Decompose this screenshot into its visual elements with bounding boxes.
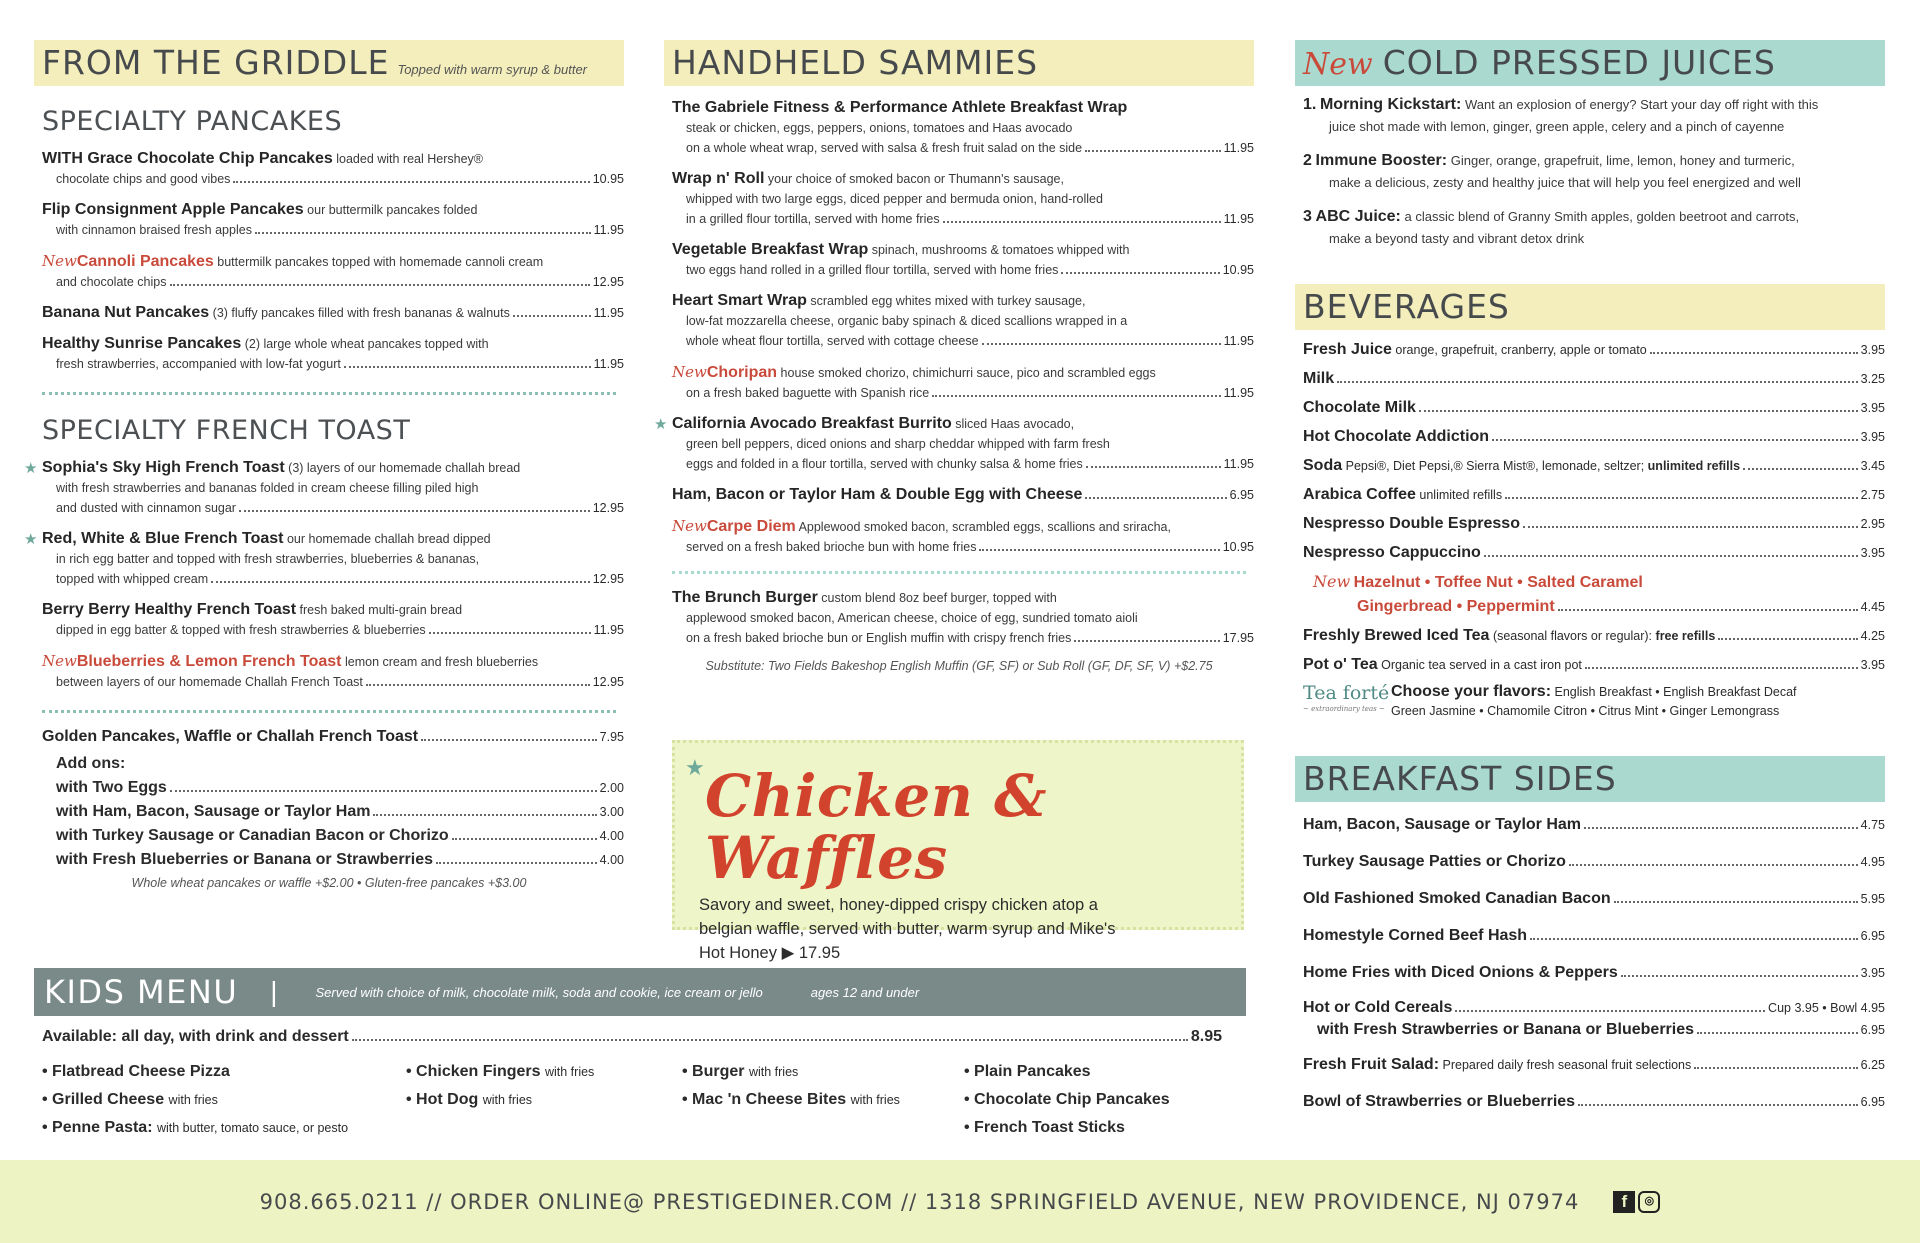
item-name: Old Fashioned Smoked Canadian Bacon bbox=[1303, 890, 1611, 907]
kids-availability bbox=[42, 1028, 1222, 1046]
kids-header bbox=[34, 968, 1246, 1016]
facebook-icon[interactable]: f bbox=[1613, 1191, 1635, 1213]
item-desc: your choice of smoked bacon or Thumann's sausage, bbox=[767, 172, 1064, 186]
item-desc: our buttermilk pancakes folded bbox=[307, 203, 478, 217]
item-name: Ham, Bacon, Sausage or Taylor Ham bbox=[1303, 816, 1582, 833]
french-toast-heading: SPECIALTY FRENCH TOAST bbox=[42, 415, 411, 446]
item-desc: fresh baked multi-grain bread bbox=[299, 603, 463, 617]
menu-item bbox=[24, 529, 624, 589]
item-name: Carpe Diem bbox=[706, 518, 796, 535]
menu-item bbox=[654, 414, 1254, 474]
item-price: 11.95 bbox=[1223, 212, 1254, 226]
item-price: 3.95 bbox=[1860, 343, 1885, 357]
addon-item bbox=[56, 776, 624, 800]
side-item bbox=[1303, 1089, 1885, 1115]
item-desc: on a fresh baked baguette with Spanish rice bbox=[686, 386, 930, 400]
kids-item bbox=[406, 1086, 594, 1114]
menu-item bbox=[42, 149, 624, 189]
griddle-header bbox=[34, 40, 624, 86]
item-desc: loaded with real Hershey® bbox=[336, 152, 484, 166]
menu-item bbox=[24, 458, 624, 518]
juice-number: 1. bbox=[1303, 96, 1317, 113]
item-price: 4.75 bbox=[1860, 818, 1885, 832]
beverage-item bbox=[1303, 338, 1885, 362]
item-name: Arabica Coffee bbox=[1303, 486, 1416, 503]
item-desc: dipped in egg batter & topped with fresh strawberries & blueberries bbox=[56, 623, 426, 637]
juice-desc: make a beyond tasty and vibrant detox drink bbox=[1329, 231, 1585, 246]
item-desc: with cinnamon braised fresh apples bbox=[56, 223, 252, 237]
item-desc: whipped with two large eggs, diced pepper and bermuda onion, hand-rolled bbox=[686, 192, 1103, 206]
sides-header bbox=[1295, 756, 1885, 802]
item-name: Turkey Sausage Patties or Chorizo bbox=[1303, 853, 1566, 870]
flavor-line: Hazelnut • Toffee Nut • Salted Caramel bbox=[1353, 574, 1643, 591]
item-price: 10.95 bbox=[1222, 263, 1254, 277]
juices-header bbox=[1295, 40, 1885, 86]
kids-list bbox=[406, 1058, 594, 1114]
footer bbox=[0, 1160, 1920, 1243]
item-name: • Chocolate Chip Pancakes bbox=[964, 1091, 1170, 1108]
tea-logo-text: Tea forté bbox=[1303, 682, 1390, 704]
item-desc: green bell peppers, diced onions and sharp cheddar whipped with farm fresh bbox=[686, 437, 1110, 451]
new-badge: New bbox=[672, 363, 707, 381]
item-price: 4.95 bbox=[1860, 855, 1885, 869]
item-price: 11.95 bbox=[1223, 141, 1254, 155]
item-price: 10.95 bbox=[592, 172, 624, 186]
kids-item bbox=[682, 1086, 900, 1114]
addons-label: Add ons: bbox=[56, 755, 126, 772]
item-price: 17.95 bbox=[1222, 631, 1254, 645]
item-desc: on a whole wheat wrap, served with salsa & fresh fruit salad on the side bbox=[686, 141, 1083, 155]
menu-item bbox=[672, 362, 1254, 403]
item-desc: chocolate chips and good vibes bbox=[56, 172, 231, 186]
kids-item bbox=[42, 1058, 348, 1086]
juice-desc: a classic blend of Granny Smith apples, golden beetroot and carrots, bbox=[1404, 209, 1800, 224]
item-price: 12.95 bbox=[592, 572, 624, 586]
addon-price: 2.00 bbox=[599, 781, 624, 795]
menu-item bbox=[672, 485, 1254, 505]
addon-name: with Two Eggs bbox=[56, 779, 167, 796]
item-name: Hot Chocolate Addiction bbox=[1303, 428, 1490, 445]
star-icon: ★ bbox=[685, 755, 705, 780]
beverages-title: BEVERAGES bbox=[1303, 287, 1510, 326]
item-desc: English Breakfast • English Breakfast Decaf bbox=[1554, 685, 1797, 699]
sides-title: BREAKFAST SIDES bbox=[1303, 759, 1617, 798]
chicken-waffles-title: Chicken & Waffles bbox=[705, 762, 1047, 892]
kids-price: 8.95 bbox=[1190, 1028, 1222, 1045]
flavor-line: Gingerbread • Peppermint bbox=[1357, 598, 1555, 615]
golden-item bbox=[42, 727, 624, 747]
menu-item bbox=[672, 291, 1254, 351]
item-price: 2.95 bbox=[1860, 517, 1885, 531]
juice-item bbox=[1303, 150, 1885, 194]
beverage-item bbox=[1303, 512, 1885, 536]
item-desc: with fries bbox=[544, 1065, 595, 1079]
griddle-footnote: Whole wheat pancakes or waffle +$2.00 • Gluten-free pancakes +$3.00 bbox=[131, 876, 527, 890]
item-name: • Hot Dog bbox=[406, 1091, 479, 1108]
juice-desc: Ginger, orange, grapefruit, lime, lemon, honey and turmeric, bbox=[1450, 153, 1795, 168]
tea-flavors bbox=[1303, 682, 1885, 721]
item-name: Banana Nut Pancakes bbox=[42, 304, 210, 321]
kids-age: ages 12 and under bbox=[810, 984, 920, 1000]
addon-price: 4.00 bbox=[599, 829, 624, 843]
item-price: 3.95 bbox=[1860, 658, 1885, 672]
item-price: 11.95 bbox=[1223, 457, 1254, 471]
chicken-waffles-price: ▶ 17.95 bbox=[781, 944, 841, 962]
item-name: • French Toast Sticks bbox=[964, 1119, 1125, 1136]
section-divider bbox=[42, 710, 616, 713]
item-name: Heart Smart Wrap bbox=[672, 292, 807, 309]
right-column bbox=[1295, 40, 1885, 1126]
item-name: Soda bbox=[1303, 457, 1343, 474]
beverage-item bbox=[1303, 396, 1885, 420]
item-desc: steak or chicken, eggs, peppers, onions, tomatoes and Haas avocado bbox=[686, 121, 1073, 135]
flavor-options bbox=[1313, 570, 1885, 595]
sammies-section bbox=[654, 40, 1254, 673]
item-desc: scrambled egg whites mixed with turkey sausage, bbox=[810, 294, 1086, 308]
juice-desc: make a delicious, zesty and healthy juice that will help you feel energized and well bbox=[1329, 175, 1801, 190]
beverage-item bbox=[1303, 653, 1885, 677]
item-price: 3.95 bbox=[1860, 546, 1885, 560]
item-name: Berry Berry Healthy French Toast bbox=[42, 601, 297, 618]
item-desc: with fries bbox=[748, 1065, 799, 1079]
item-name: Sophia's Sky High French Toast bbox=[42, 459, 285, 476]
chicken-waffles-desc bbox=[699, 893, 1139, 965]
item-price: 12.95 bbox=[592, 501, 624, 515]
item-name: Nespresso Double Espresso bbox=[1303, 515, 1520, 532]
menu-item bbox=[42, 334, 624, 374]
item-desc: whole wheat flour tortilla, served with cottage cheese bbox=[686, 334, 979, 348]
addon-price: 4.00 bbox=[599, 853, 624, 867]
juice-name: Morning Kickstart: bbox=[1319, 96, 1462, 113]
juice-desc: juice shot made with lemon, ginger, green apple, celery and a pinch of cayenne bbox=[1329, 119, 1785, 134]
item-price: 6.95 bbox=[1860, 929, 1885, 943]
item-price: 2.75 bbox=[1860, 488, 1885, 502]
addon-name: with Ham, Bacon, Sausage or Taylor Ham bbox=[56, 803, 371, 820]
item-name: Pot o' Tea bbox=[1303, 656, 1378, 673]
juice-desc: Want an explosion of energy? Start your day off right with this bbox=[1464, 97, 1819, 112]
footer-contact[interactable]: 908.665.0211 // ORDER ONLINE@ PRESTIGEDINER.COM // 1318 SPRINGFIELD AVENUE, NEW PROVIDENCE, NJ 07974 bbox=[259, 1189, 1580, 1214]
substitute-note: Substitute: Two Fields Bakeshop English Muffin (GF, SF) or Sub Roll (GF, DF, SF, V) +$2.75 bbox=[705, 659, 1213, 673]
item-name: Choose your flavors: bbox=[1391, 683, 1552, 700]
item-price: 3.95 bbox=[1860, 430, 1885, 444]
item-desc: in a grilled flour tortilla, served with home fries bbox=[686, 212, 940, 226]
item-desc: buttermilk pancakes topped with homemade cannoli cream bbox=[217, 255, 544, 269]
item-name: WITH Grace Chocolate Chip Pancakes bbox=[42, 150, 333, 167]
item-desc: unlimited refills bbox=[1419, 488, 1503, 502]
new-badge: New bbox=[1303, 47, 1373, 82]
griddle-title: FROM THE GRIDDLE bbox=[42, 43, 390, 82]
menu-item bbox=[42, 303, 624, 323]
new-badge: New bbox=[672, 517, 707, 535]
item-name: Red, White & Blue French Toast bbox=[42, 530, 284, 547]
item-desc: with fries bbox=[168, 1093, 218, 1107]
item-desc: in rich egg batter and topped with fresh strawberries, blueberries & bananas, bbox=[56, 552, 480, 566]
item-price: 3.95 bbox=[1860, 401, 1885, 415]
juice-name: Immune Booster: bbox=[1315, 152, 1448, 169]
addon-item bbox=[56, 848, 624, 872]
item-name: The Gabriele Fitness & Performance Athlete Breakfast Wrap bbox=[672, 99, 1128, 116]
beverage-item bbox=[1303, 425, 1885, 449]
item-price: 3.95 bbox=[1860, 966, 1885, 980]
item-name: • Mac 'n Cheese Bites bbox=[682, 1091, 847, 1108]
item-desc: Pepsi®, Diet Pepsi,® Sierra Mist®, lemonade, seltzer; bbox=[1345, 459, 1645, 473]
item-price: 12.95 bbox=[592, 275, 624, 289]
item-name: Nespresso Cappuccino bbox=[1303, 544, 1481, 561]
kids-list bbox=[964, 1058, 1170, 1142]
flavor-options bbox=[1357, 595, 1885, 619]
kids-title: KIDS MENU bbox=[44, 973, 239, 1011]
beverages-header bbox=[1295, 284, 1885, 330]
kids-item bbox=[42, 1114, 348, 1142]
item-price: 6.25 bbox=[1860, 1058, 1885, 1072]
item-price: 11.95 bbox=[593, 223, 624, 237]
item-price: Cup 3.95 • Bowl 4.95 bbox=[1768, 1001, 1885, 1015]
item-desc: Prepared daily fresh seasonal fruit selections bbox=[1442, 1058, 1692, 1072]
item-desc: with fries bbox=[850, 1093, 900, 1107]
chicken-waffles-text: Savory and sweet, honey-dipped crispy chicken atop a belgian waffle, served with butter, warm syrup and Mike's Hot Honey bbox=[699, 896, 1116, 962]
item-desc: Green Jasmine • Chamomile Citron • Citrus Mint • Ginger Lemongrass bbox=[1391, 704, 1780, 718]
item-desc: on a fresh baked brioche bun or English muffin with crispy french fries bbox=[686, 631, 1072, 645]
item-name: • Flatbread Cheese Pizza bbox=[42, 1063, 230, 1080]
griddle-note: Topped with warm syrup & butter bbox=[397, 62, 588, 77]
addon-price: 3.00 bbox=[599, 805, 624, 819]
side-item bbox=[1303, 1052, 1885, 1078]
juice-name: ABC Juice: bbox=[1315, 208, 1401, 225]
item-desc: with fries bbox=[482, 1093, 533, 1107]
star-icon: ★ bbox=[654, 416, 668, 433]
item-price: 7.95 bbox=[599, 730, 624, 744]
kids-item bbox=[682, 1058, 900, 1086]
star-icon: ★ bbox=[24, 460, 38, 477]
item-name: • Burger bbox=[682, 1063, 745, 1080]
kids-list bbox=[42, 1058, 348, 1142]
item-price: 5.95 bbox=[1860, 892, 1885, 906]
item-desc: (2) large whole wheat pancakes topped with bbox=[244, 337, 489, 351]
beverage-item bbox=[1303, 541, 1885, 565]
social-icons bbox=[1613, 1191, 1660, 1213]
sammies-title: HANDHELD SAMMIES bbox=[672, 43, 1039, 82]
juice-item bbox=[1303, 94, 1885, 138]
addon-name: with Turkey Sausage or Canadian Bacon or Chorizo bbox=[56, 827, 449, 844]
item-price: 3.45 bbox=[1860, 459, 1885, 473]
item-price: 4.25 bbox=[1860, 629, 1885, 643]
chicken-waffles-box bbox=[672, 740, 1244, 962]
item-name: with Fresh Strawberries or Banana or Blueberries bbox=[1317, 1021, 1695, 1038]
kids-item bbox=[42, 1086, 348, 1114]
item-desc: fresh strawberries, accompanied with low-fat yogurt bbox=[56, 357, 341, 371]
new-badge: New bbox=[1313, 572, 1351, 591]
addon-item bbox=[56, 824, 624, 848]
tea-logo-sub: ~ extraordinary teas ~ bbox=[1303, 705, 1385, 713]
item-desc: custom blend 8oz beef burger, topped with bbox=[821, 591, 1057, 605]
star-icon: ★ bbox=[24, 531, 38, 548]
beverage-item bbox=[1303, 483, 1885, 507]
section-divider bbox=[672, 571, 1246, 574]
item-desc: (3) layers of our homemade challah bread bbox=[288, 461, 521, 475]
item-desc: two eggs hand rolled in a grilled flour tortilla, served with home fries bbox=[686, 263, 1059, 277]
item-desc: (3) fluffy pancakes filled with fresh bananas & walnuts bbox=[212, 306, 510, 320]
kids-item bbox=[406, 1058, 594, 1086]
item-price: 6.95 bbox=[1860, 1023, 1885, 1037]
kids-note: Served with choice of milk, chocolate milk, soda and cookie, ice cream or jello bbox=[315, 984, 763, 1000]
menu-item bbox=[42, 651, 624, 692]
item-name: Hot or Cold Cereals bbox=[1303, 999, 1453, 1016]
menu-item bbox=[42, 600, 624, 640]
item-name: Wrap n' Roll bbox=[672, 170, 765, 187]
item-price: 6.95 bbox=[1860, 1095, 1885, 1109]
item-name: Chocolate Milk bbox=[1303, 399, 1416, 416]
side-item bbox=[1303, 960, 1885, 986]
beverage-item bbox=[1303, 624, 1885, 648]
section-divider bbox=[42, 392, 616, 395]
item-name: • Plain Pancakes bbox=[964, 1063, 1091, 1080]
item-desc: lemon cream and fresh blueberries bbox=[344, 655, 539, 669]
item-name: California Avocado Breakfast Burrito bbox=[672, 415, 952, 432]
item-desc: between layers of our homemade Challah French Toast bbox=[56, 675, 363, 689]
item-name: Flip Consignment Apple Pancakes bbox=[42, 201, 304, 218]
item-price: 11.95 bbox=[593, 357, 624, 371]
side-item bbox=[1303, 886, 1885, 912]
juice-number: 2 bbox=[1303, 152, 1312, 169]
kids-item bbox=[964, 1058, 1170, 1086]
kids-list bbox=[682, 1058, 900, 1114]
item-desc: spinach, mushrooms & tomatoes whipped with bbox=[871, 243, 1130, 257]
beverage-item bbox=[1303, 367, 1885, 391]
item-desc-bold: free refills bbox=[1655, 629, 1716, 643]
item-desc: (seasonal flavors or regular): bbox=[1492, 629, 1653, 643]
item-desc: and dusted with cinnamon sugar bbox=[56, 501, 236, 515]
item-name: The Brunch Burger bbox=[672, 589, 818, 606]
item-name: Healthy Sunrise Pancakes bbox=[42, 335, 242, 352]
item-desc: applewood smoked bacon, American cheese, choice of egg, sundried tomato aioli bbox=[686, 611, 1138, 625]
sammies-header bbox=[664, 40, 1254, 86]
tea-forte-logo bbox=[1303, 682, 1391, 721]
item-price: 3.25 bbox=[1860, 372, 1885, 386]
item-desc: eggs and folded in a flour tortilla, served with chunky salsa & home fries bbox=[686, 457, 1083, 471]
item-name: Home Fries with Diced Onions & Peppers bbox=[1303, 964, 1618, 981]
menu-item bbox=[42, 251, 624, 292]
juices-title: COLD PRESSED JUICES bbox=[1382, 43, 1776, 82]
item-name: Fresh Fruit Salad: bbox=[1303, 1056, 1440, 1073]
menu-item bbox=[672, 516, 1254, 557]
item-desc: served on a fresh baked brioche bun with home fries bbox=[686, 540, 977, 554]
item-name: Bowl of Strawberries or Blueberries bbox=[1303, 1093, 1576, 1110]
item-name: Ham, Bacon or Taylor Ham & Double Egg with Cheese bbox=[672, 486, 1083, 503]
menu-item bbox=[672, 240, 1254, 280]
item-desc: low-fat mozzarella cheese, organic baby spinach & diced scallions wrapped in a bbox=[686, 314, 1128, 328]
item-desc-bold: unlimited refills bbox=[1647, 459, 1741, 473]
side-item bbox=[1303, 849, 1885, 875]
menu-item bbox=[42, 200, 624, 240]
kids-available-text: Available: all day, with drink and dessert bbox=[42, 1028, 349, 1045]
item-price: 11.95 bbox=[1223, 334, 1254, 348]
item-name: • Chicken Fingers bbox=[406, 1063, 541, 1080]
item-desc: our homemade challah bread dipped bbox=[286, 532, 491, 546]
item-name: Fresh Juice bbox=[1303, 341, 1392, 358]
item-name: Golden Pancakes, Waffle or Challah French Toast bbox=[42, 728, 419, 745]
menu-item bbox=[672, 169, 1254, 229]
kids-divider: | bbox=[270, 976, 278, 1007]
side-item bbox=[1303, 923, 1885, 949]
instagram-icon[interactable]: ◎ bbox=[1638, 1191, 1660, 1213]
item-desc: with fresh strawberries and bananas folded in cream cheese filling piled high bbox=[56, 481, 479, 495]
item-price: 6.95 bbox=[1229, 488, 1254, 502]
item-desc: with butter, tomato sauce, or pesto bbox=[156, 1121, 349, 1135]
new-badge: New bbox=[42, 652, 77, 670]
item-name: • Grilled Cheese bbox=[42, 1091, 165, 1108]
item-name: Vegetable Breakfast Wrap bbox=[672, 241, 869, 258]
item-desc: Organic tea served in a cast iron pot bbox=[1381, 658, 1582, 672]
item-name: Freshly Brewed Iced Tea bbox=[1303, 627, 1490, 644]
pancakes-heading: SPECIALTY PANCAKES bbox=[42, 106, 343, 137]
juice-item bbox=[1303, 206, 1885, 250]
new-badge: New bbox=[42, 252, 77, 270]
item-desc: and chocolate chips bbox=[56, 275, 167, 289]
item-name: Choripan bbox=[706, 364, 778, 381]
item-desc: topped with whipped cream bbox=[56, 572, 209, 586]
addon-name: with Fresh Blueberries or Banana or Strawberries bbox=[56, 851, 434, 868]
item-price: 10.95 bbox=[1222, 540, 1254, 554]
beverage-item bbox=[1303, 454, 1885, 478]
side-item bbox=[1303, 997, 1885, 1041]
item-name: Blueberries & Lemon French Toast bbox=[76, 653, 342, 670]
burger-item bbox=[672, 588, 1254, 648]
addon-item bbox=[56, 800, 624, 824]
side-item bbox=[1303, 812, 1885, 838]
item-desc: orange, grapefruit, cranberry, apple or tomato bbox=[1395, 343, 1647, 357]
item-desc: sliced Haas avocado, bbox=[955, 417, 1075, 431]
item-price: 4.45 bbox=[1860, 600, 1885, 614]
griddle-section bbox=[24, 40, 624, 890]
item-desc: house smoked chorizo, chimichurri sauce, pico and scrambled eggs bbox=[780, 366, 1156, 380]
menu-item bbox=[672, 98, 1254, 158]
item-price: 11.95 bbox=[593, 306, 624, 320]
kids-item bbox=[964, 1114, 1170, 1142]
item-desc: Applewood smoked bacon, scrambled eggs, scallions and sriracha, bbox=[798, 520, 1171, 534]
juice-number: 3 bbox=[1303, 208, 1312, 225]
item-name: Homestyle Corned Beef Hash bbox=[1303, 927, 1528, 944]
kids-item bbox=[964, 1086, 1170, 1114]
item-name: Cannoli Pancakes bbox=[76, 253, 214, 270]
item-price: 11.95 bbox=[1223, 386, 1254, 400]
item-name: Milk bbox=[1303, 370, 1335, 387]
item-price: 11.95 bbox=[593, 623, 624, 637]
item-name: • Penne Pasta: bbox=[42, 1119, 153, 1136]
item-price: 12.95 bbox=[592, 675, 624, 689]
